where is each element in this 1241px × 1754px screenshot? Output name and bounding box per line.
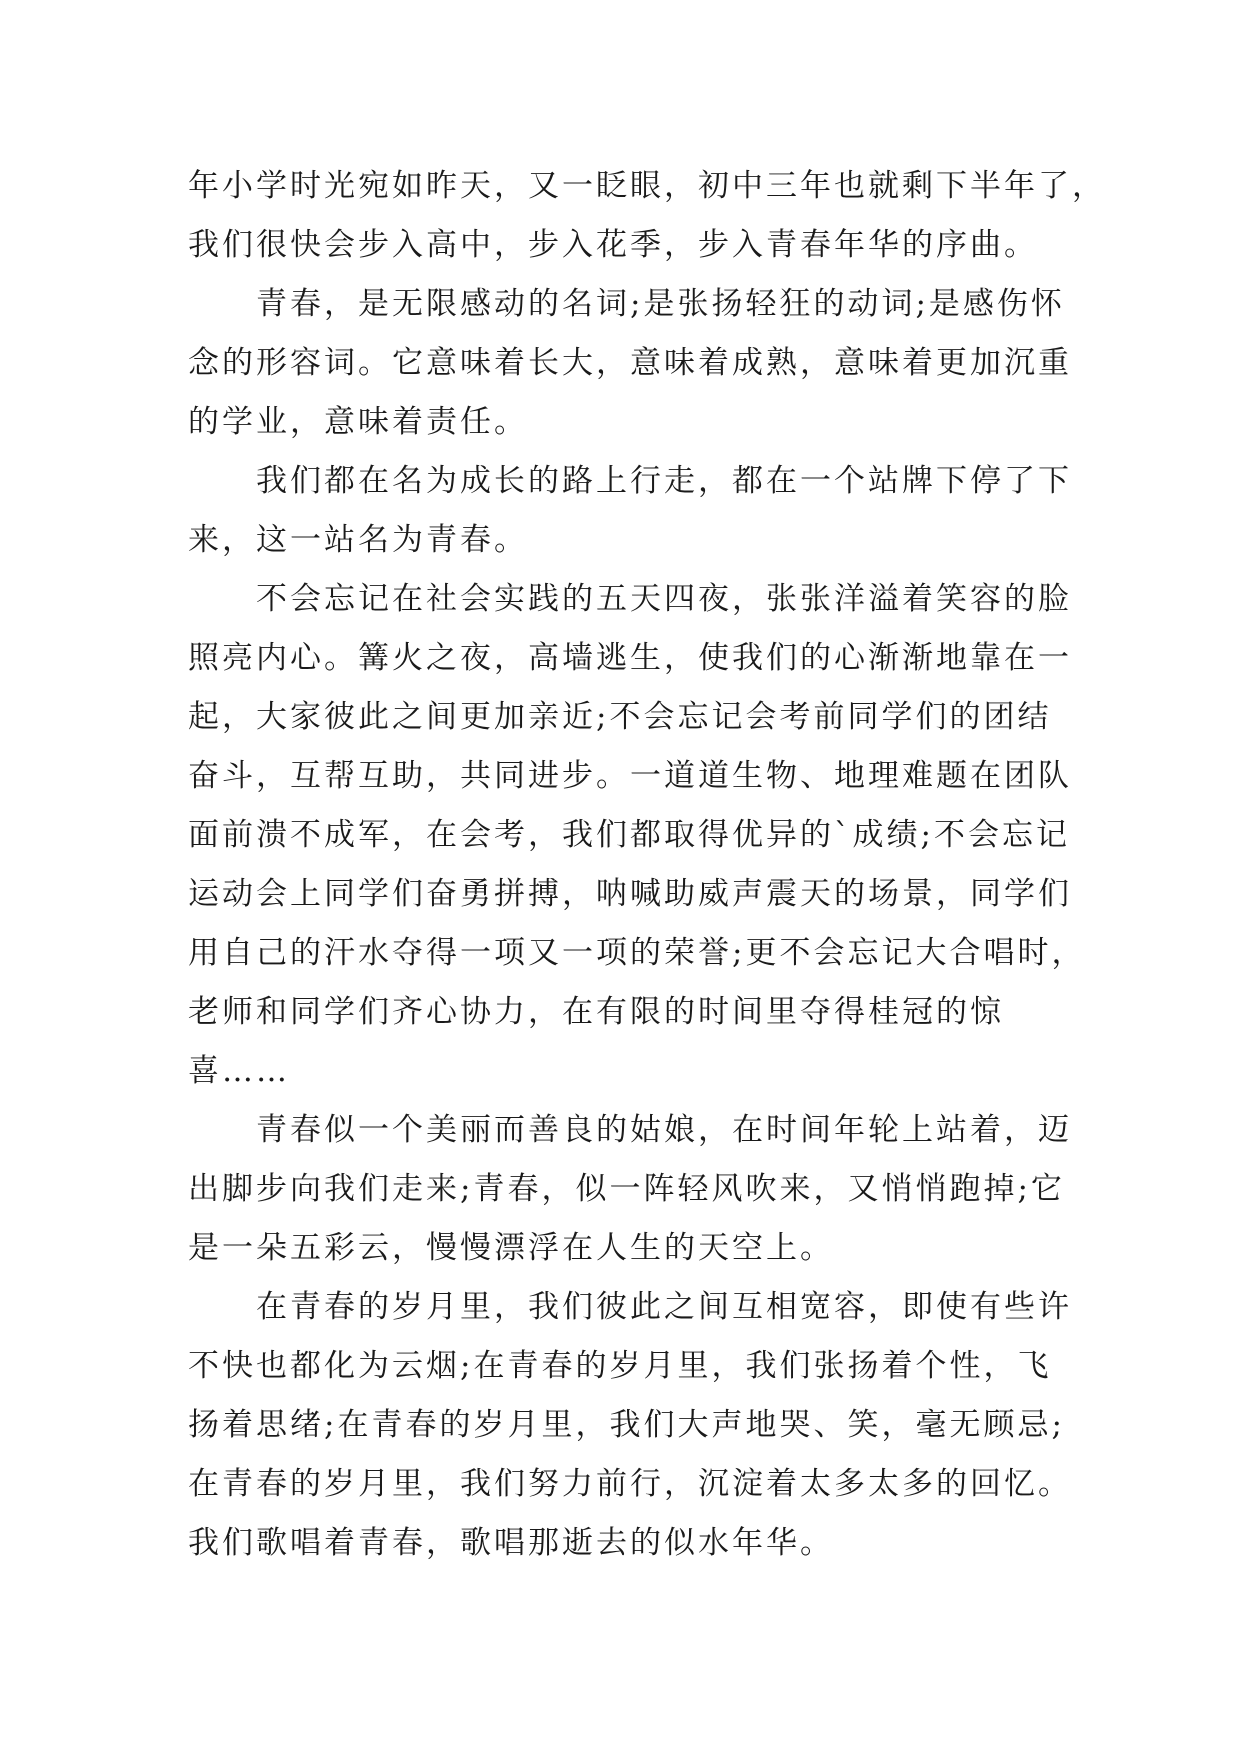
text-line: 起，大家彼此之间更加亲近;不会忘记会考前同学们的团结	[188, 699, 1052, 735]
text-line: 出脚步向我们走来;青春，似一阵轻风吹来，又悄悄跑掉;它	[188, 1171, 1065, 1207]
text-line: 我们都在名为成长的路上行走，都在一个站牌下停了下	[188, 463, 1072, 499]
text-line: 运动会上同学们奋勇拼搏，呐喊助威声震天的场景，同学们	[188, 876, 1072, 912]
document-body	[188, 157, 1106, 1573]
text-line: 老师和同学们齐心协力，在有限的时间里夺得桂冠的惊	[188, 994, 1004, 1030]
text-line: 的学业，意味着责任。	[188, 404, 528, 440]
text-line: 来，这一站名为青春。	[188, 522, 528, 558]
text-line: 面前溃不成军，在会考，我们都取得优异的`成绩;不会忘记	[188, 817, 1070, 853]
text-line: 念的形容词。它意味着长大，意味着成熟，意味着更加沉重	[188, 345, 1072, 381]
text-line: 扬着思绪;在青春的岁月里，我们大声地哭、笑，毫无顾忌;	[188, 1407, 1065, 1443]
text-line: 喜……	[188, 1053, 290, 1089]
text-line: 在青春的岁月里，我们努力前行，沉淀着太多太多的回忆。	[188, 1466, 1072, 1502]
text-line: 照亮内心。篝火之夜，高墙逃生，使我们的心渐渐地靠在一	[188, 640, 1072, 676]
text-line: 是一朵五彩云，慢慢漂浮在人生的天空上。	[188, 1230, 834, 1266]
text-line: 年小学时光宛如昨天，又一眨眼，初中三年也就剩下半年了，	[188, 168, 1106, 204]
text-line: 在青春的岁月里，我们彼此之间互相宽容，即使有些许	[188, 1289, 1072, 1325]
text-line: 不快也都化为云烟;在青春的岁月里，我们张扬着个性，飞	[188, 1348, 1052, 1384]
text-line: 奋斗，互帮互助，共同进步。一道道生物、地理难题在团队	[188, 758, 1072, 794]
text-line: 不会忘记在社会实践的五天四夜，张张洋溢着笑容的脸	[188, 581, 1072, 617]
text-line: 用自己的汗水夺得一项又一项的荣誉;更不会忘记大合唱时，	[188, 935, 1086, 971]
text-line: 青春，是无限感动的名词;是张扬轻狂的动词;是感伤怀	[188, 286, 1065, 322]
text-line: 我们歌唱着青春，歌唱那逝去的似水年华。	[188, 1525, 834, 1561]
text-line: 我们很快会步入高中，步入花季，步入青春年华的序曲。	[188, 227, 1038, 263]
text-line: 青春似一个美丽而善良的姑娘，在时间年轮上站着，迈	[188, 1112, 1072, 1148]
